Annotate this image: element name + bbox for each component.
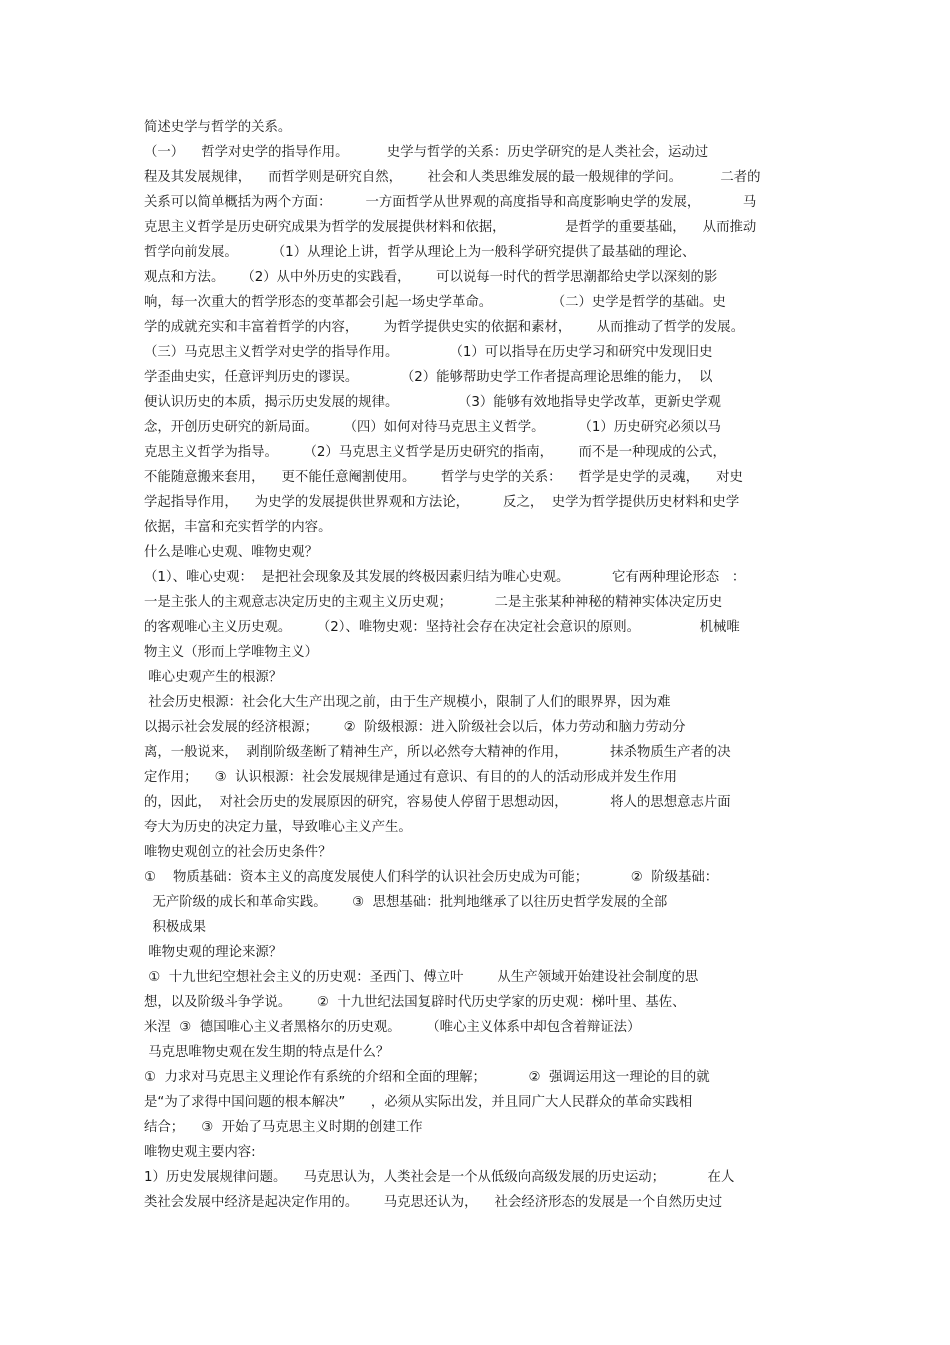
- text-line: 学歪曲史实，任意评判历史的谬误。 （2）能够帮助史学工作者提高理论思维的能力， 以: [144, 370, 713, 385]
- text-line: ① 物质基础：资本主义的高度发展使人们科学的认识社会历史成为可能； ② 阶级基础：: [144, 870, 719, 885]
- text-line: （三）马克思主义哲学对史学的指导作用。 （1）可以指导在历史学习和研究中发现旧史: [144, 345, 713, 360]
- text-line: 社会历史根源：社会化大生产出现之前，由于生产规模小，限制了人们的眼界界，因为难: [144, 695, 671, 710]
- text-line: 类社会发展中经济是起决定作用的。 马克思还认为， 社会经济形态的发展是一个自然历史过: [144, 1195, 723, 1210]
- section-heading: 唯物史观的理论来源？: [144, 945, 283, 960]
- text-line: ① 十九世纪空想社会主义的历史观：圣西门、傅立叶 从生产领域开始建设社会制度的思: [144, 970, 699, 985]
- text-line: 是“为了求得中国问题的根本解决” ，必须从实际出发，并且同广大人民群众的革命实践相: [144, 1095, 693, 1110]
- text-line: 程及其发展规律， 而哲学则是研究自然， 社会和人类思维发展的最一般规律的学问。 二者的: [144, 170, 761, 185]
- text-line: 1）历史发展规律问题。 马克思认为，人类社会是一个从低级向高级发展的历史运动； 在人: [144, 1170, 735, 1185]
- section-heading: 唯物史观创立的社会历史条件？: [144, 845, 332, 860]
- text-line: 物主义（形而上学唯物主义）: [144, 645, 319, 660]
- text-line: 的客观唯心主义历史观。 （2）、唯物史观：坚持社会存在决定社会意识的原则。 机械唯: [144, 620, 740, 635]
- text-line: 学起指导作用， 为史学的发展提供世界观和方法论， 反之， 史学为哲学提供历史材料和史学: [144, 495, 740, 510]
- text-line: 一是主张人的主观意志决定历史的主观主义历史观； 二是主张某种神秘的精神实体决定历史: [144, 595, 723, 610]
- text-line: 想，以及阶级斗争学说。 ② 十九世纪法国复辟时代历史学家的历史观：梯叶里、基佐、: [144, 995, 686, 1010]
- text-line: 关系可以简单概括为两个方面： 一方面哲学从世界观的高度指导和高度影响史学的发展， 马: [144, 195, 757, 210]
- text-line: ① 力求对马克思主义理论作有系统的介绍和全面的理解； ② 强调运用这一理论的目的就: [144, 1070, 710, 1085]
- text-line: 结合； ③ 开始了马克思主义时期的创建工作: [144, 1120, 423, 1135]
- text-line: 哲学向前发展。 （1）从理论上讲，哲学从理论上为一般科学研究提供了最基础的理论、: [144, 245, 696, 260]
- text-line: 观点和方法。 （2）从中外历史的实践看， 可以说每一时代的哲学思潮都给史学以深刻的影: [144, 270, 718, 285]
- text-line: 无产阶级的成长和革命实践。 ③ 思想基础：批判地继承了以往历史哲学发展的全部: [144, 895, 668, 910]
- text-line: 不能随意搬来套用， 更不能任意阉割使用。 哲学与史学的关系： 哲学是史学的灵魂， 对史: [144, 470, 743, 485]
- section-heading: 唯心史观产生的根源？: [144, 670, 283, 685]
- section-heading: 马克思唯物史观在发生期的特点是什么？: [144, 1045, 390, 1060]
- text-line: 夸大为历史的决定力量，导致唯心主义产生。: [144, 820, 412, 835]
- text-line: 离，一般说来， 剥削阶级垄断了精神生产，所以必然夸大精神的作用， 抹杀物质生产者的决: [144, 745, 731, 760]
- text-line: 克思主义哲学为指导。 （2）马克思主义哲学是历史研究的指南， 而不是一种现成的公式，: [144, 445, 726, 460]
- text-line: 米涅 ③ 德国唯心主义者黑格尔的历史观。 （唯心主义体系中却包含着辩证法）: [144, 1020, 641, 1035]
- section-heading: 什么是唯心史观、唯物史观？: [144, 545, 319, 560]
- text-line: 的，因此， 对社会历史的发展原因的研究，容易使人停留于思想动因， 将人的思想意志片面: [144, 795, 731, 810]
- text-line: 便认识历史的本质，揭示历史发展的规律。 （3）能够有效地指导史学改革，更新史学观: [144, 395, 721, 410]
- text-line: 学的成就充实和丰富着哲学的内容， 为哲学提供史实的依据和素材， 从而推动了哲学的发展。: [144, 320, 745, 335]
- text-line: 念，开创历史研究的新局面。 （四）如何对待马克思主义哲学。 （1）历史研究必须以马: [144, 420, 721, 435]
- section-heading: 唯物史观主要内容:: [144, 1145, 256, 1160]
- text-line: 响，每一次重大的哲学形态的变革都会引起一场史学革命。 （二）史学是哲学的基础。史: [144, 295, 726, 310]
- text-line: 克思主义哲学是历史研究成果为哲学的发展提供材料和依据， 是哲学的重要基础， 从而推动: [144, 220, 757, 235]
- text-line: 积极成果: [144, 920, 207, 935]
- text-line: （1）、唯心史观： 是把社会现象及其发展的终极因素归结为唯心史观。 它有两种理论形态 ：: [144, 570, 746, 585]
- section-heading: 简述史学与哲学的关系。: [144, 120, 292, 135]
- text-line: （一） 哲学对史学的指导作用。 史学与哲学的关系：历史学研究的是人类社会，运动过: [144, 145, 709, 160]
- text-line: 依据，丰富和充实哲学的内容。: [144, 520, 332, 535]
- text-line: 定作用； ③ 认识根源：社会发展规律是通过有意识、有目的的人的活动形成并发生作用: [144, 770, 677, 785]
- text-line: 以揭示社会发展的经济根源； ② 阶级根源：进入阶级社会以后，体力劳动和脑力劳动分: [144, 720, 686, 735]
